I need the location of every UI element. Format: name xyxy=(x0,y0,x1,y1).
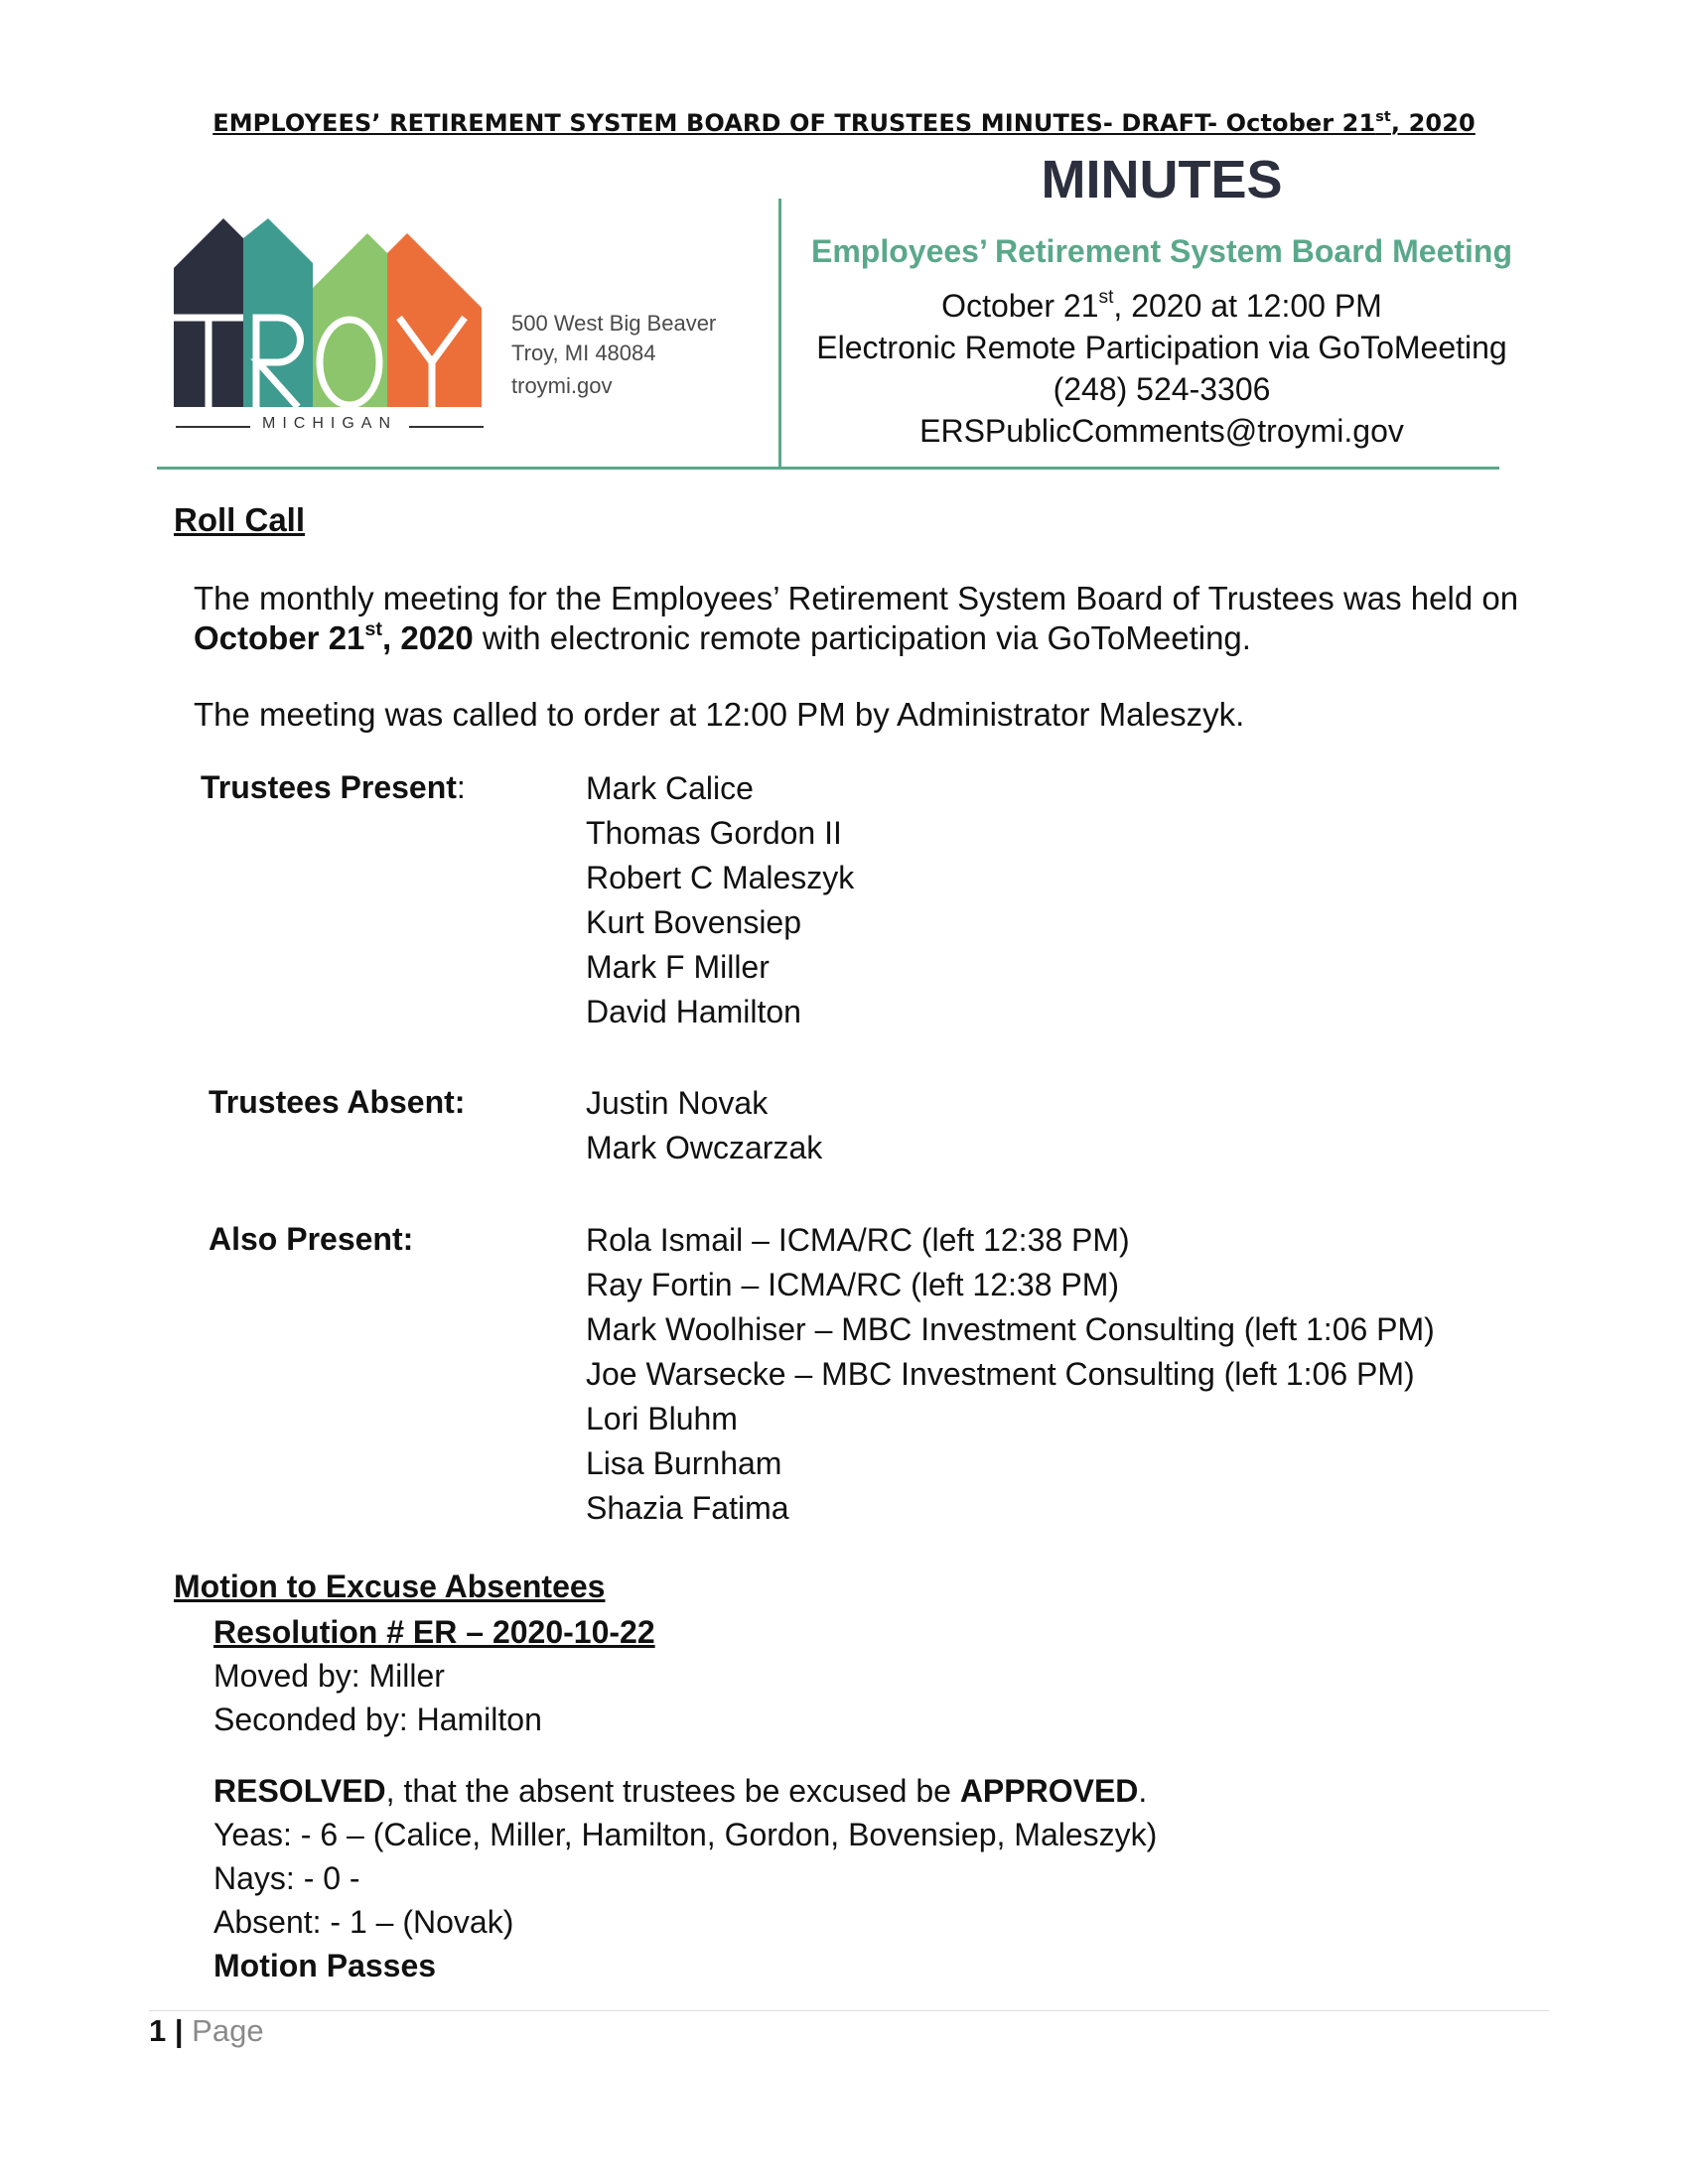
motion-result: Motion Passes xyxy=(213,1948,437,1983)
list-item: Shazia Fatima xyxy=(586,1490,789,1526)
motion-heading: Motion to Excuse Absentees xyxy=(174,1569,606,1604)
logo-address-line2: Troy, MI 48084 xyxy=(511,341,656,365)
document-header-title: EMPLOYEES’ RETIREMENT SYSTEM BOARD OF TRUSTEES MINUTES- DRAFT- October 21st, 2020 xyxy=(212,108,1476,137)
motion-details xyxy=(213,1610,655,1741)
list-item: Kurt Bovensiep xyxy=(586,904,802,940)
yeas-count: Yeas: - 6 – (Calice, Miller, Hamilton, Gordon, Bovensiep, Maleszyk) xyxy=(213,1817,1158,1852)
logo-state-name: MICHIGAN xyxy=(262,415,397,432)
list-item: Mark Owczarzak xyxy=(586,1130,823,1165)
trustees-absent-label: Trustees Absent: xyxy=(209,1084,466,1120)
absent-count: Absent: - 1 – (Novak) xyxy=(213,1904,514,1940)
list-item: Joe Warsecke – MBC Investment Consulting (left 1:06 PM) xyxy=(586,1356,1415,1392)
list-item: Rola Ismail – ICMA/RC (left 12:38 PM) xyxy=(586,1222,1130,1258)
also-present-list xyxy=(586,1218,1435,1531)
page-label: Page xyxy=(192,2013,264,2048)
meeting-email: ERSPublicComments@troymi.gov xyxy=(919,413,1404,449)
page-footer: 1 | Page xyxy=(149,2013,264,2048)
list-item: David Hamilton xyxy=(586,994,801,1029)
header-horizontal-divider xyxy=(157,467,1499,470)
list-item: Mark Woolhiser – MBC Investment Consulting (left 1:06 PM) xyxy=(586,1311,1435,1347)
nays-count: Nays: - 0 - xyxy=(213,1860,360,1896)
logo-address-line1: 500 West Big Beaver xyxy=(511,311,717,336)
seconded-by: Seconded by: Hamilton xyxy=(213,1702,542,1737)
troy-logo xyxy=(169,213,496,412)
troy-logo-graphic xyxy=(169,213,496,412)
motion-vote xyxy=(213,1769,1157,1987)
meeting-phone: (248) 524-3306 xyxy=(1053,371,1271,407)
list-item: Robert C Maleszyk xyxy=(586,860,855,895)
minutes-title: MINUTES xyxy=(1041,150,1283,209)
list-item: Lisa Burnham xyxy=(586,1445,782,1481)
trustees-absent-list xyxy=(586,1081,822,1170)
list-item: Justin Novak xyxy=(586,1085,769,1121)
roll-call-paragraph: The monthly meeting for the Employees’ Retirement System Board of Trustees was held on October 21st, 2020 with electronic remote participation via GoToMeeting. xyxy=(194,580,1519,656)
list-item: Ray Fortin – ICMA/RC (left 12:38 PM) xyxy=(586,1267,1120,1302)
resolution-number: Resolution # ER – 2020-10-22 xyxy=(213,1614,655,1650)
roll-call-heading: Roll Call xyxy=(174,501,306,538)
footer-divider xyxy=(149,2010,1549,2011)
header-vertical-divider xyxy=(778,199,781,467)
trustees-present-list xyxy=(586,766,854,1034)
also-present-label: Also Present: xyxy=(209,1221,414,1257)
list-item: Lori Bluhm xyxy=(586,1401,738,1436)
call-to-order-paragraph: The meeting was called to order at 12:00 PM by Administrator Maleszyk. xyxy=(194,696,1245,733)
meeting-participation: Electronic Remote Participation via GoToMeeting xyxy=(816,330,1507,365)
resolved-statement: RESOLVED, that the absent trustees be excused be APPROVED. xyxy=(213,1773,1148,1809)
logo-rule-right xyxy=(409,426,484,428)
logo-website: troymi.gov xyxy=(511,373,613,398)
moved-by: Moved by: Miller xyxy=(213,1658,445,1694)
list-item: Thomas Gordon II xyxy=(586,815,842,851)
trustees-present-label: Trustees Present: xyxy=(201,769,466,805)
list-item: Mark F Miller xyxy=(586,949,770,985)
meeting-name: Employees’ Retirement System Board Meeting xyxy=(811,233,1512,269)
list-item: Mark Calice xyxy=(586,770,754,806)
meeting-date: October 21st, 2020 at 12:00 PM xyxy=(941,287,1382,324)
page-number: 1 xyxy=(149,2013,167,2048)
